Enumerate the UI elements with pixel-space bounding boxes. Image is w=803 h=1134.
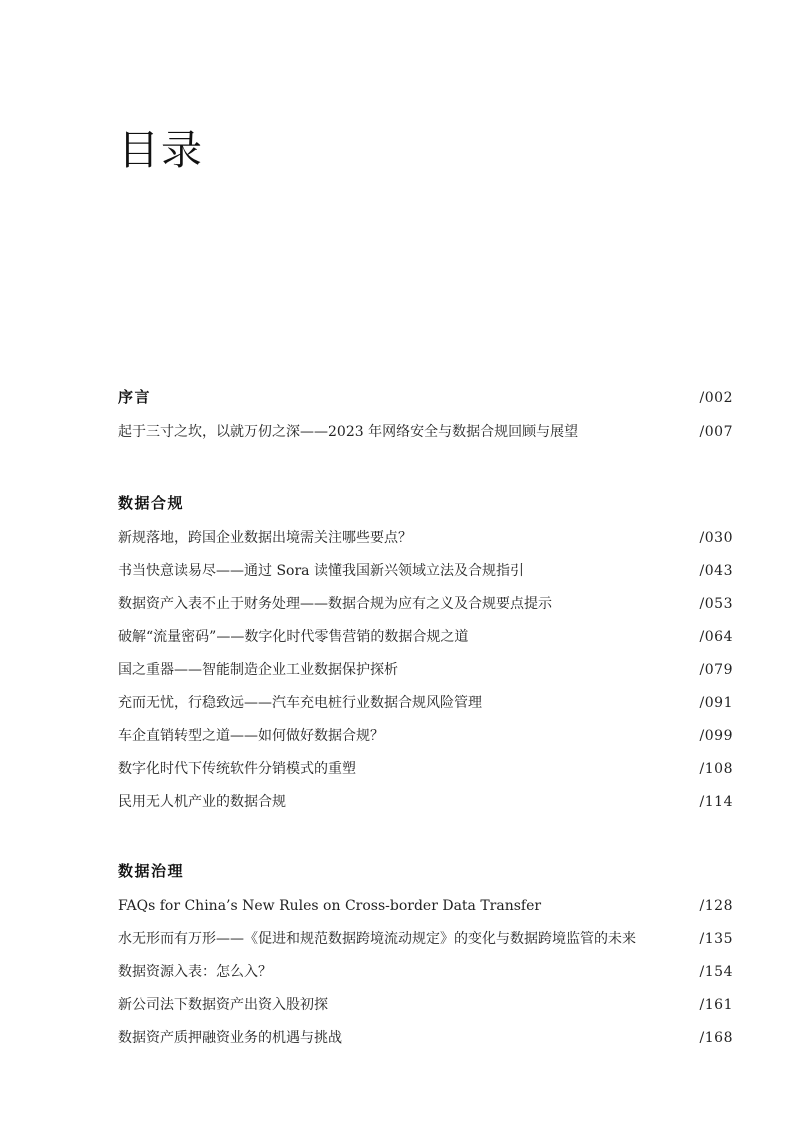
toc-entry-page: /128: [699, 898, 733, 914]
toc-entry[interactable]: [118, 965, 733, 987]
toc-entry-page: /079: [699, 662, 733, 678]
toc-entry[interactable]: [118, 1031, 733, 1053]
toc-section-heading: [118, 860, 733, 882]
toc-entry-page: /161: [699, 997, 733, 1013]
toc-entry-title: 新规落地，跨国企业数据出境需关注哪些要点？: [118, 530, 412, 546]
toc-entry[interactable]: [118, 425, 733, 447]
toc-entry-title: 数据资产质押融资业务的机遇与挑战: [118, 1030, 342, 1046]
toc-entry-page: /099: [699, 728, 733, 744]
toc-entry[interactable]: [118, 729, 733, 751]
toc-entry-page: /154: [699, 964, 733, 980]
toc-entry[interactable]: [118, 998, 733, 1020]
toc-entry-page: /168: [699, 1030, 733, 1046]
toc-entry-page: /091: [699, 695, 733, 711]
toc-entry-page: /007: [699, 424, 733, 440]
toc-entry-title: 水无形而有万形——《促进和规范数据跨境流动规定》的变化与数据跨境监管的未来: [118, 931, 636, 947]
toc-entry-title: 国之重器——智能制造企业工业数据保护探析: [118, 662, 398, 678]
toc-entry-title: 数字化时代下传统软件分销模式的重塑: [118, 761, 356, 777]
toc-entry[interactable]: [118, 899, 733, 921]
toc-entry-title: 充而无忧，行稳致远——汽车充电桩行业数据合规风险管理: [118, 695, 482, 711]
toc-entry-title: 车企直销转型之道——如何做好数据合规？: [118, 728, 384, 744]
toc-entry-page: /108: [699, 761, 733, 777]
toc-entry[interactable]: [118, 932, 733, 954]
toc-entry[interactable]: [118, 564, 733, 586]
toc-entry-page: /043: [699, 563, 733, 579]
toc-entry[interactable]: [118, 597, 733, 619]
toc-entry-title: 破解“流量密码”——数字化时代零售营销的数据合规之道: [118, 629, 469, 645]
toc-entry[interactable]: [118, 762, 733, 784]
page-title: 目录: [118, 126, 204, 174]
toc-section-heading: [118, 492, 733, 514]
toc-entry-page: /114: [699, 794, 733, 810]
toc-entry-page: /030: [699, 530, 733, 546]
section-heading-label: 序言: [118, 388, 152, 406]
toc-entry[interactable]: [118, 630, 733, 652]
toc-entry-title: 书当快意读易尽——通过 Sora 读懂我国新兴领域立法及合规指引: [118, 563, 524, 579]
section-page-number: /002: [699, 390, 733, 406]
toc-entry-title: 数据资源入表：怎么入？: [118, 964, 272, 980]
toc-section-heading[interactable]: [118, 386, 733, 408]
toc-entry-title: 民用无人机产业的数据合规: [118, 794, 286, 810]
toc-section-preface: [118, 386, 733, 447]
toc-entry-page: /053: [699, 596, 733, 612]
toc-entry[interactable]: [118, 795, 733, 817]
section-heading-label: 数据合规: [118, 494, 185, 512]
toc-entry[interactable]: [118, 531, 733, 553]
toc-entry-title: 起于三寸之坎，以就万仞之深——2023 年网络安全与数据合规回顾与展望: [118, 424, 579, 440]
section-heading-label: 数据治理: [118, 862, 185, 880]
toc-entry-page: /135: [699, 931, 733, 947]
toc-section-data-governance: [118, 860, 733, 1053]
toc-entry[interactable]: [118, 696, 733, 718]
toc-entry-page: /064: [699, 629, 733, 645]
toc-entry-title: 数据资产入表不止于财务处理——数据合规为应有之义及合规要点提示: [118, 596, 552, 612]
toc-entry-title: FAQs for China’s New Rules on Cross-border Data Transfer: [118, 898, 542, 914]
toc-entry[interactable]: [118, 663, 733, 685]
toc-entry-title: 新公司法下数据资产出资入股初探: [118, 997, 328, 1013]
toc-section-data-compliance: [118, 492, 733, 817]
